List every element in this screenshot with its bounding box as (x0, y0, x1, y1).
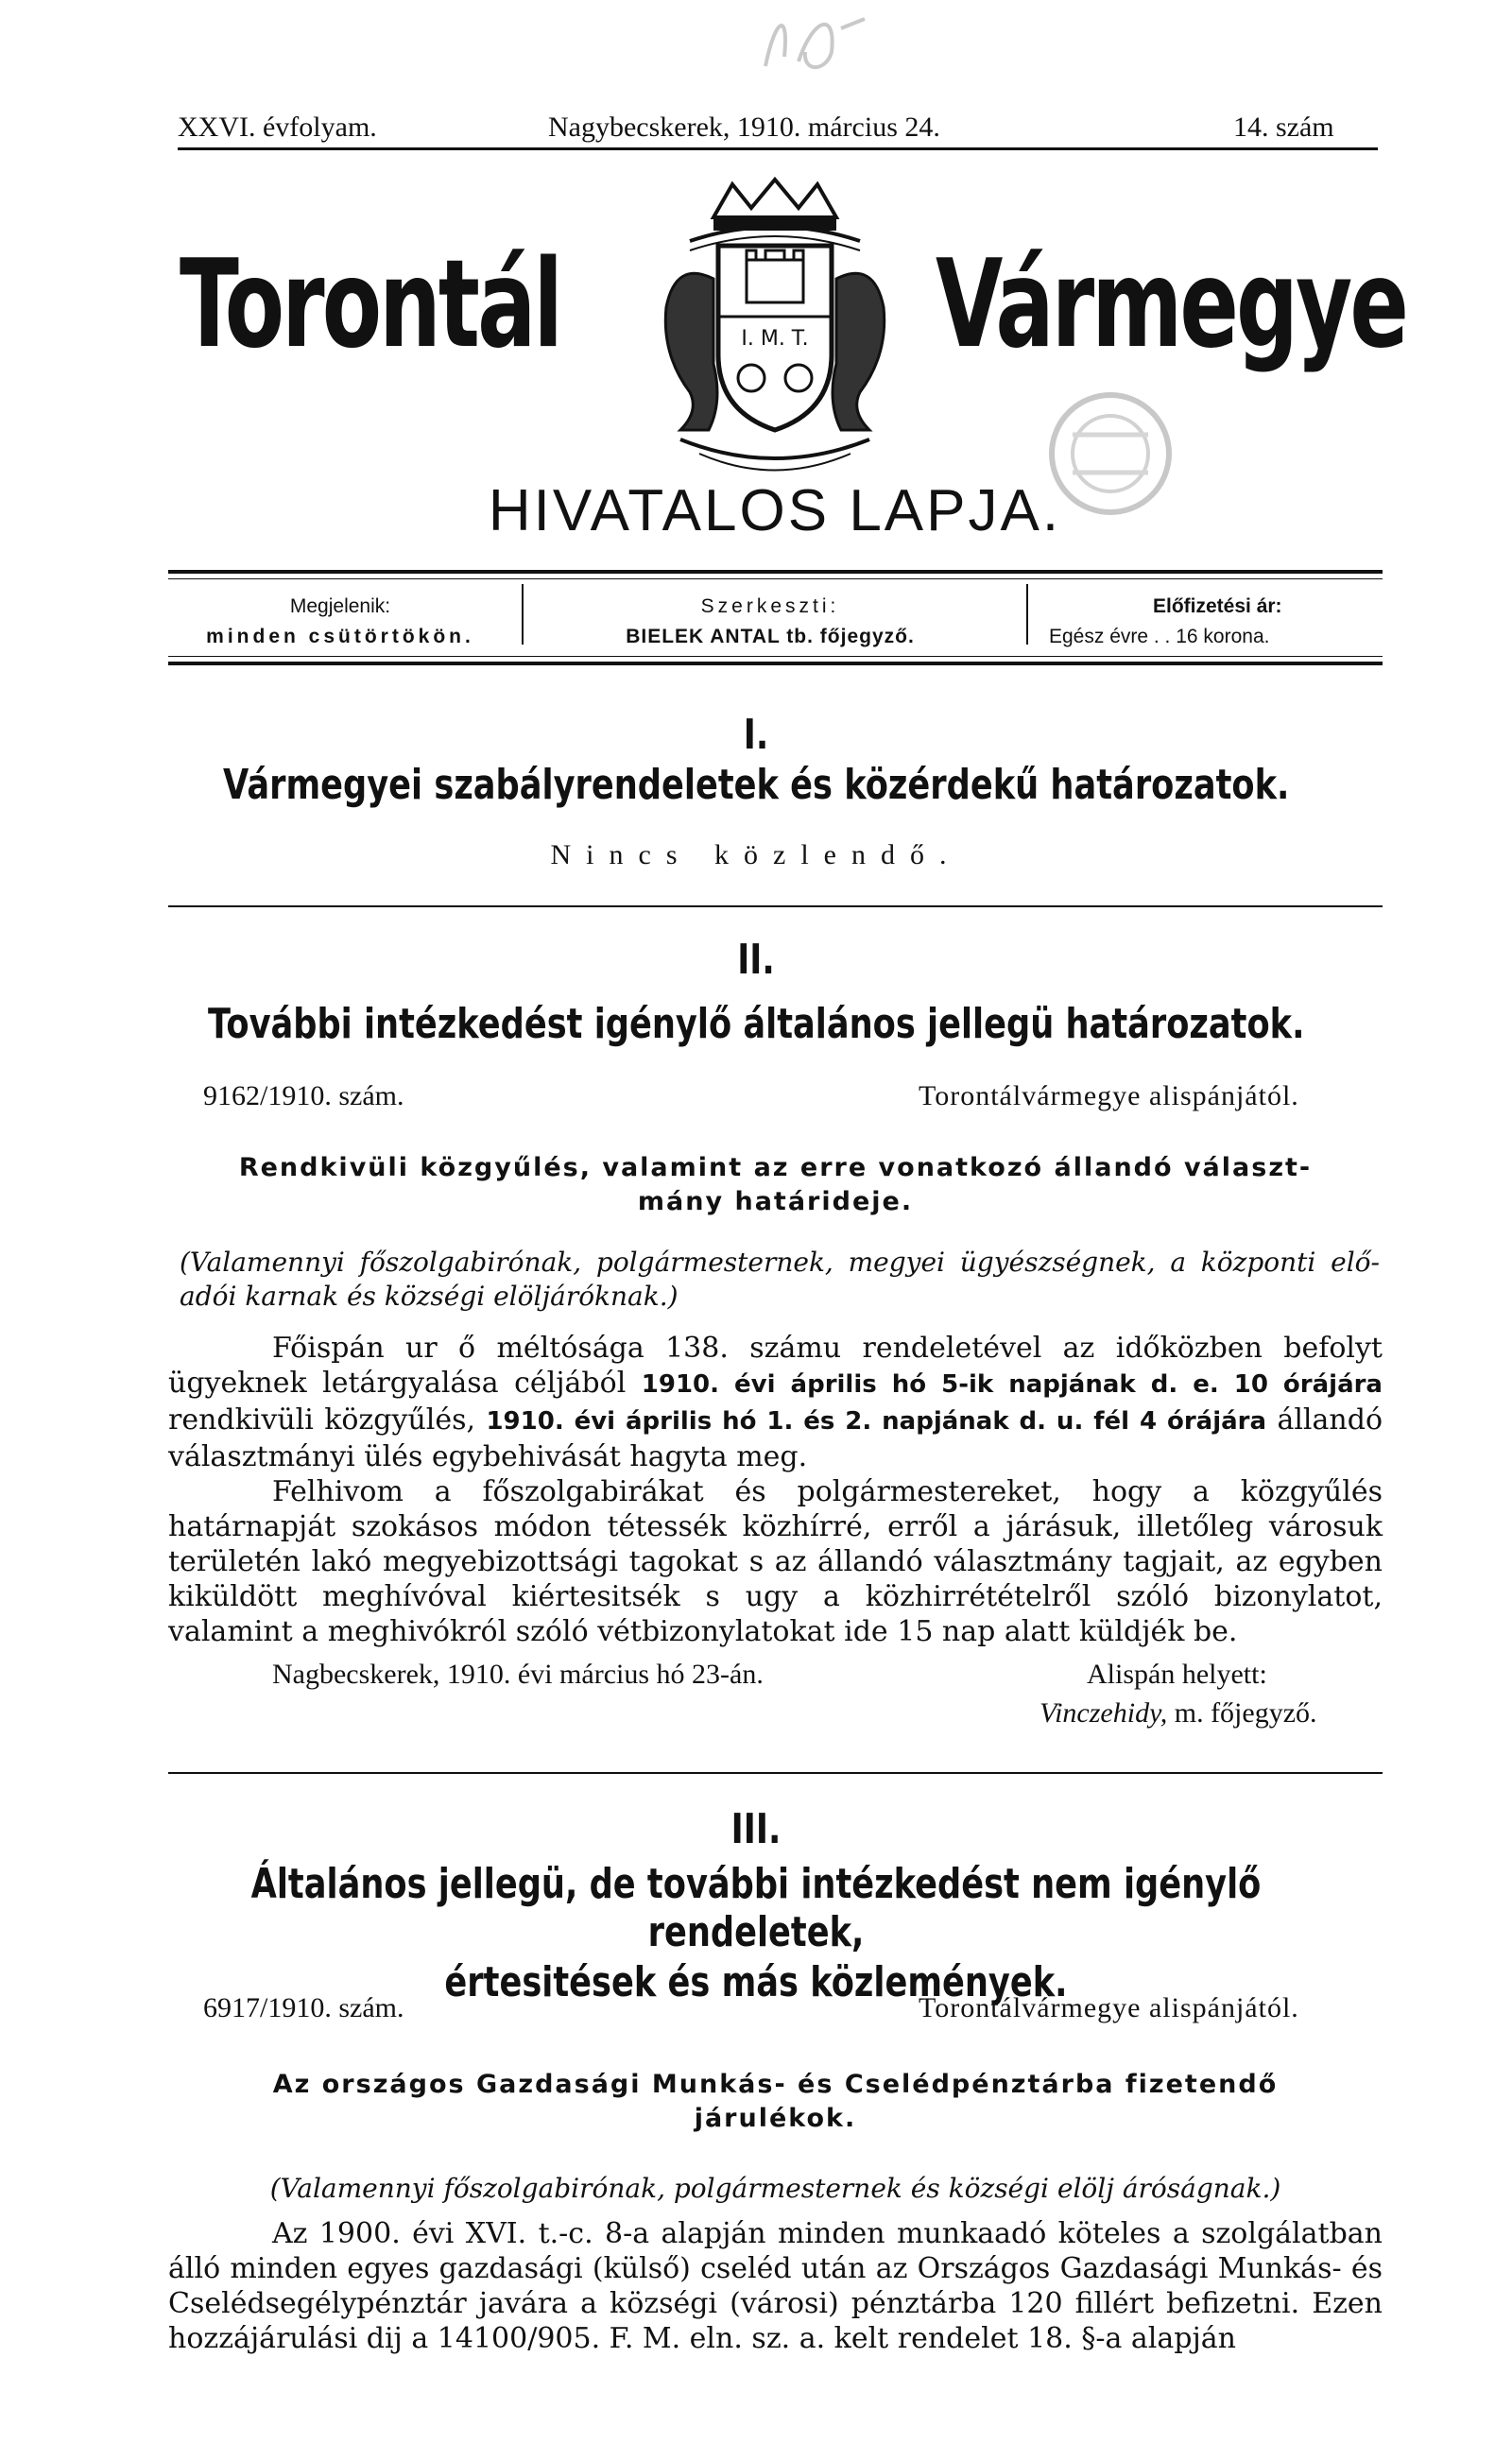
issue-number: 14. szám (1233, 112, 1334, 143)
info-divider (1026, 584, 1028, 645)
signer-title: Alispán helyett: (1087, 1659, 1267, 1690)
section-iii-title (0, 1860, 1512, 2006)
publication-value: minden csütörtökön. (206, 626, 474, 647)
volume-label: XXVI. évfolyam. (178, 112, 377, 143)
section-ii-numeral: II. (737, 936, 775, 984)
section-i-title: Vármegyei szabályrendeletek és közérdekű határozatok. (222, 761, 1290, 809)
paragraph: Főispán ur ő méltósága 138. számu rendeletével az időközben befolyt ügyeknek letárgyalása céljából 1910. évi április hó 5-ik napjának d. e. 10 órájára rendkivüli közgyűlés, 1910. évi április hó 1. és 2. napjának d. u. fél 4 órájára állandó választmányi ülés egybehivását hagyta meg. (168, 1332, 1383, 1473)
title-line: értesitések és más közlemények. (444, 1958, 1068, 2006)
heading-line: mány határideje. (637, 1187, 914, 1216)
signer-line (1040, 1697, 1317, 1730)
info-editor (558, 592, 983, 652)
signer-role: m. főjegyző. (1174, 1697, 1317, 1729)
subscription-label: Előfizetési ár: (1153, 595, 1282, 617)
info-top-rule-thin (168, 578, 1383, 579)
title-line: Általános jellegü, de további intézkedést nem igénylő rendeletek, (250, 1860, 1262, 1956)
heading-line: járulékok. (694, 2104, 857, 2133)
editor-label: Szerkeszti: (700, 595, 840, 617)
section-ii-body (168, 1331, 1383, 1649)
section-ii-issuer: Torontálvármegye alispánjától. (919, 1080, 1299, 1111)
section-divider (168, 905, 1383, 907)
section-ii-number: 9162/1910. szám. (203, 1080, 404, 1111)
scribble-mark-icon (747, 0, 879, 85)
section-ii-addressees: (Valamennyi főszolgabirónak, polgármesternek, megyei ügyészségnek, a központi elő-adói karnak és községi elöljáróknak.) (180, 1247, 1380, 1312)
section-iii-numeral: III. (730, 1805, 782, 1853)
info-top-rule (168, 570, 1383, 574)
section-iii-body (168, 2216, 1383, 2356)
info-subscription (1049, 592, 1370, 652)
info-bottom-rule-thin (168, 656, 1383, 657)
heading-line: Rendkivüli közgyűlés, valamint az erre vonatkozó állandó választ- (238, 1153, 1313, 1182)
section-ii-heading (168, 1151, 1383, 1219)
paragraph: Felhivom a főszolgabirákat és polgármestereket, hogy a közgyűlés határnapját szokásos módon tétessék közhírré, erről a járásuk, illetőleg városuk területén lakó megyebizottsági tagokat s az állandó választmány tagjait, az egyben kiküldött meghívóval kiértesitsék s ugy a közhirrétételről szóló bizonylatot, valamint a meghivókról szóló vétbizonylatokat ide 15 nap alatt küldjék be. (168, 1475, 1383, 1648)
crest-icon (624, 175, 926, 477)
section-iii-issuer: Torontálvármegye alispánjától. (919, 1992, 1299, 2023)
header-rule (178, 147, 1378, 150)
publication-label: Megjelenik: (289, 595, 391, 617)
section-ii-title: További intézkedést igénylő általános jellegü határozatok. (207, 1000, 1305, 1048)
section-ii-place-date: Nagbecskerek, 1910. évi március hó 23-án. (272, 1659, 764, 1690)
section-iii-heading (168, 2068, 1383, 2136)
section-i-note: Nincs közlendő. (550, 839, 962, 870)
info-divider (522, 584, 524, 645)
place-date: Nagybecskerek, 1910. március 24. (548, 112, 940, 143)
section-divider (168, 1772, 1383, 1774)
subscription-value: Egész évre . . 16 korona. (1049, 626, 1270, 647)
section-iii-number: 6917/1910. szám. (203, 1992, 404, 2023)
crest-letters: I. M. T. (741, 327, 809, 351)
info-bottom-rule (168, 662, 1383, 665)
section-iii-addressees: (Valamennyi főszolgabirónak, polgármesternek és községi elölj áróságnak.) (269, 2173, 1281, 2204)
info-publication (180, 592, 501, 652)
section-i-numeral: I. (743, 711, 769, 759)
paragraph: Az 1900. évi XVI. t.-c. 8-a alapján minden munkaadó köteles a szolgálatban álló minden egyes gazdasági (külső) cseléd után az Országos Gazdasági Munkás- és Cselédsegélypénztár javára a községi (városi) pénztárba 120 fillért befizetni. Ezen hozzájárulási dij a 14100/905. F. M. eln. sz. a. kelt rendelet 18. §-a alapján (168, 2217, 1383, 2355)
editor-value: BIELEK ANTAL tb. főjegyző. (626, 626, 915, 647)
signer-name: Vinczehidy, (1040, 1697, 1168, 1729)
heading-line: Az országos Gazdasági Munkás- és Cselédpénztárba fizetendő (272, 2070, 1279, 2099)
masthead-right-word: Vármegye (936, 234, 1406, 375)
masthead-subtitle: HIVATALOS LAPJA. (488, 478, 1062, 543)
masthead-left-word: Torontál (180, 234, 561, 375)
